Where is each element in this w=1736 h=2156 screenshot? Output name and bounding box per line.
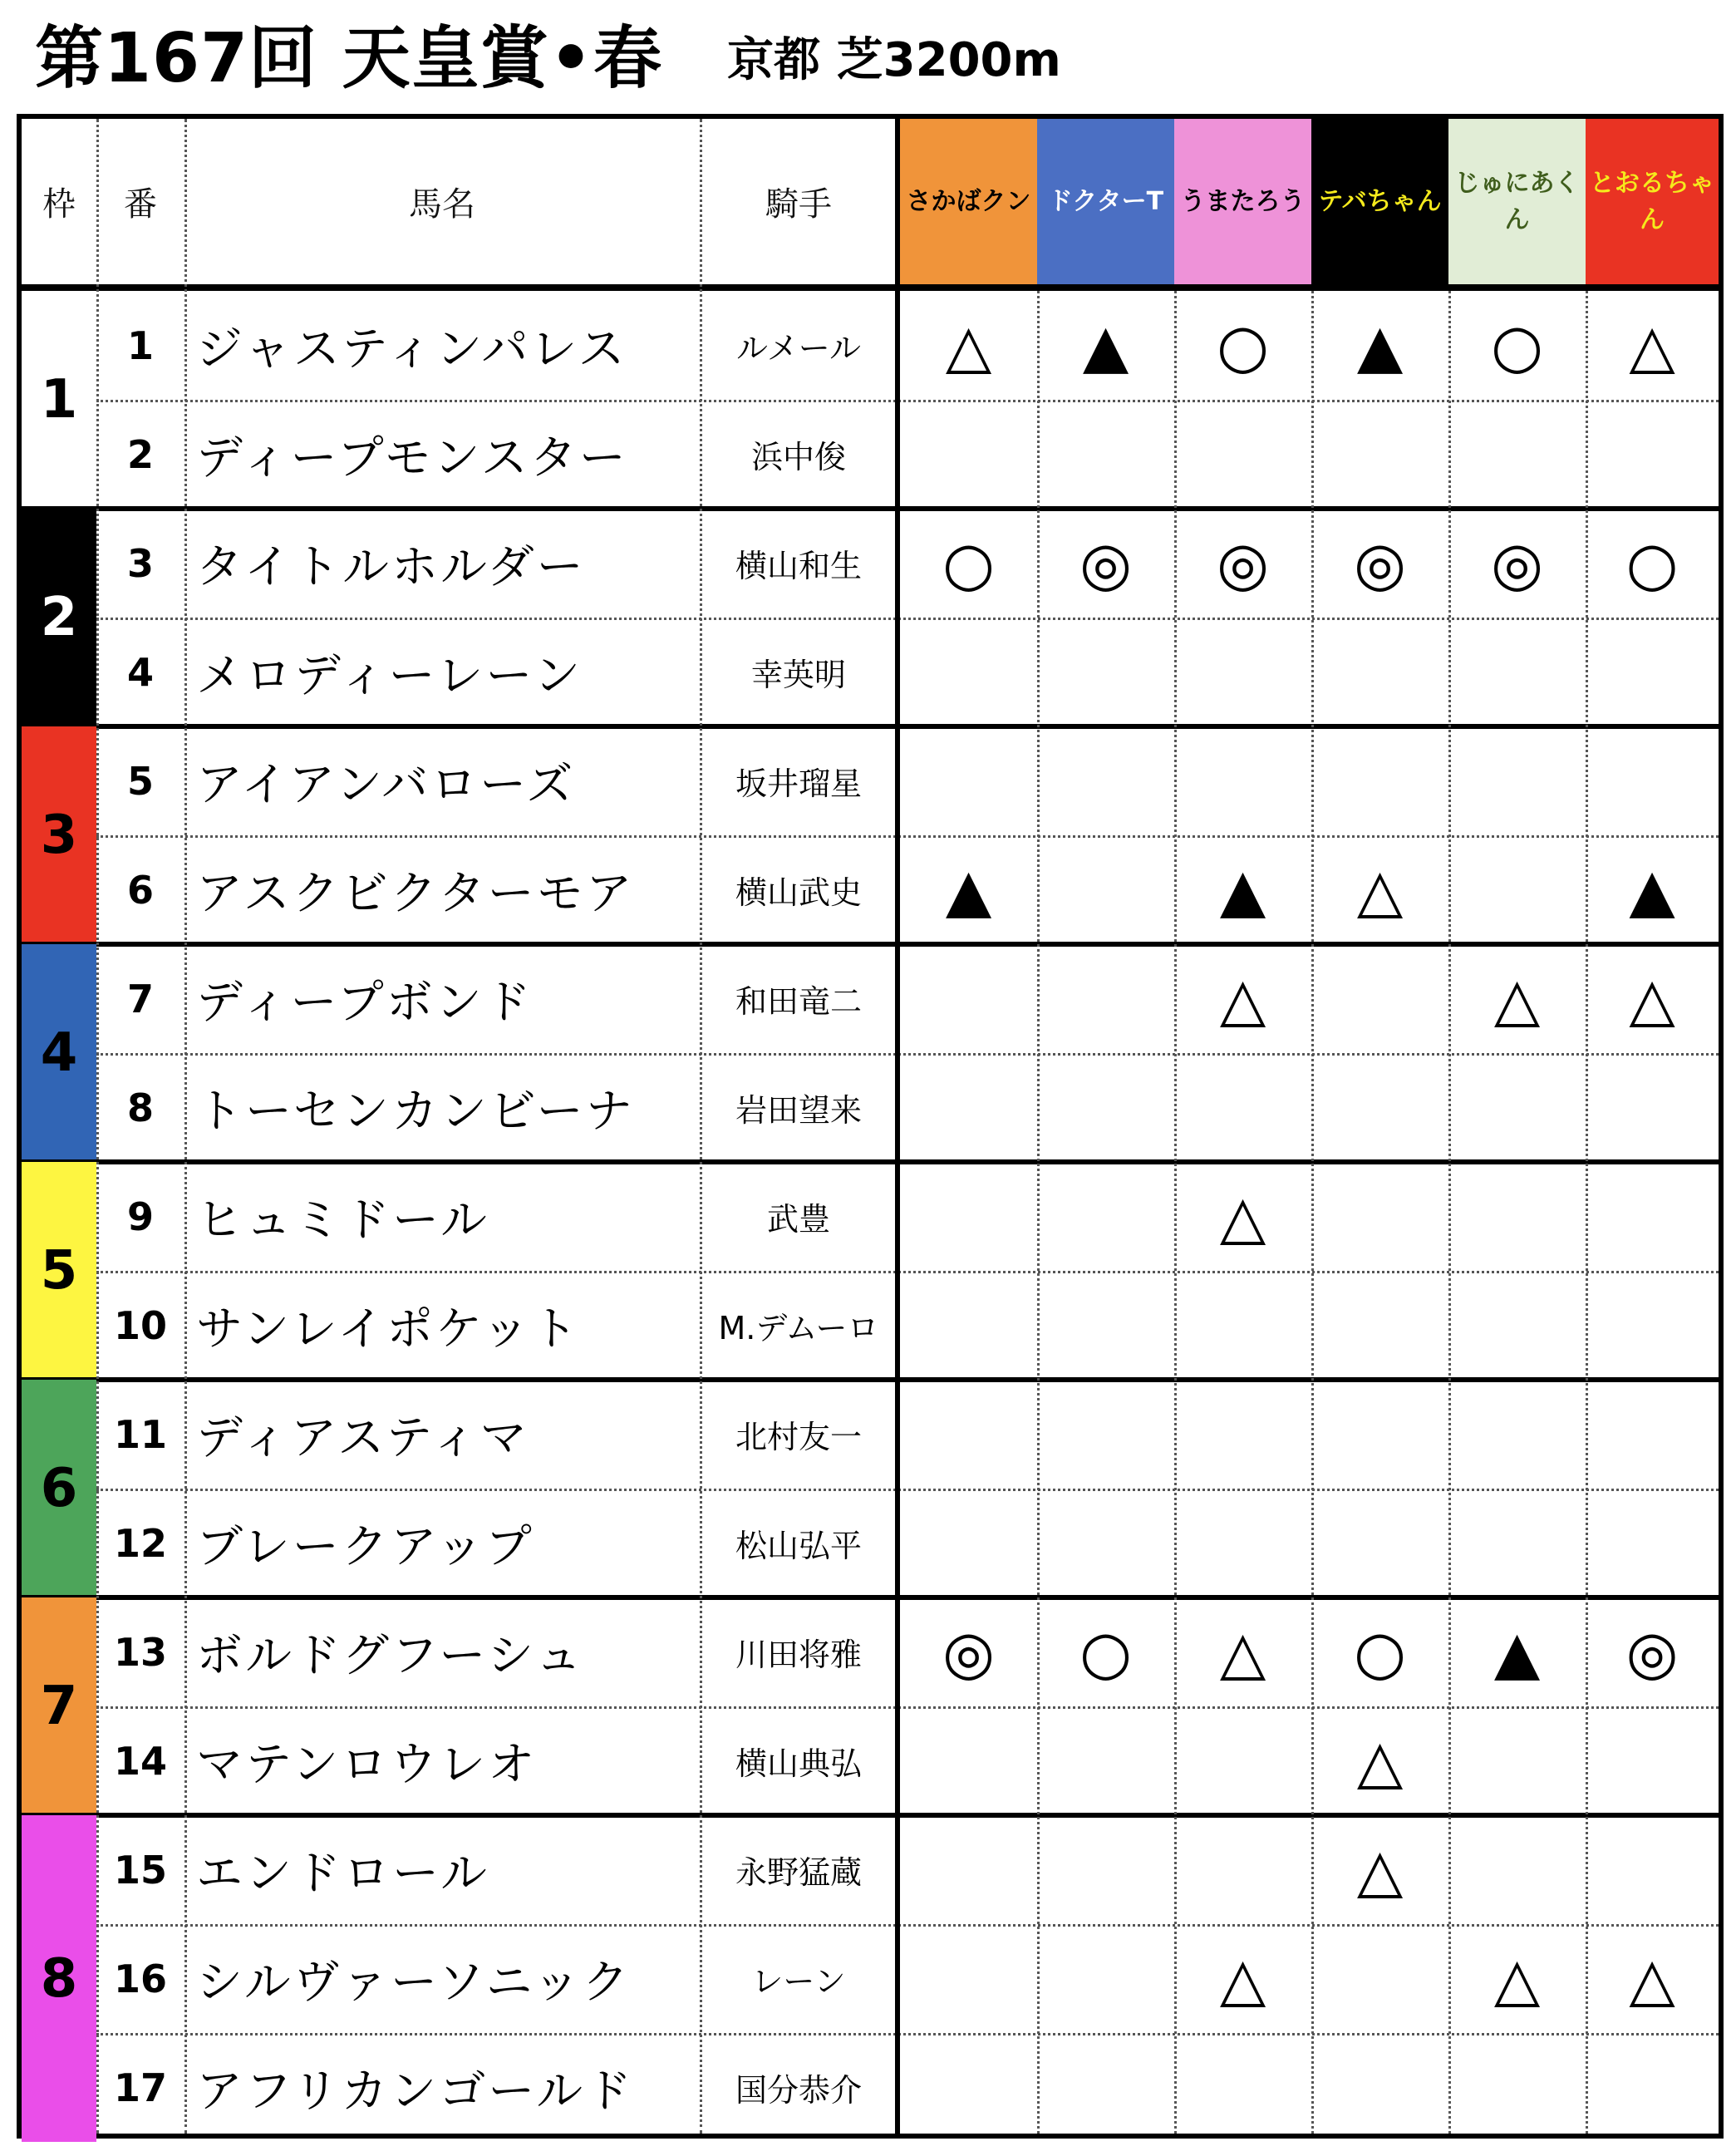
prediction-mark	[1037, 1489, 1174, 1597]
jockey-name: M.デムーロ	[718, 1310, 879, 1346]
horse-name: エンドロール	[196, 1846, 489, 1901]
predictor-header: じゅにあくん	[1448, 119, 1586, 284]
prediction-mark	[900, 1706, 1037, 1815]
horse-number: 9	[126, 1194, 154, 1239]
prediction-mark: ◎	[1354, 528, 1406, 598]
prediction-mark	[1037, 1815, 1174, 1924]
horse-number: 6	[126, 867, 154, 913]
horse-number: 15	[113, 1847, 167, 1893]
jockey-name: 岩田望来	[735, 1092, 862, 1129]
prediction-mark	[1311, 726, 1448, 835]
prediction-mark: △	[1629, 1943, 1675, 2014]
horse-name: ディアスティマ	[196, 1410, 529, 1465]
horse-number: 4	[126, 649, 154, 695]
prediction-mark	[1586, 618, 1719, 726]
prediction-mark: ◎	[1079, 528, 1132, 598]
horse-name: ブレークアップ	[196, 1519, 534, 1574]
prediction-mark	[1311, 1924, 1448, 2033]
prediction-mark	[1448, 400, 1586, 509]
column-divider	[96, 119, 99, 2134]
jockey-name: 横山和生	[735, 548, 862, 584]
horse-header: 馬名	[409, 185, 475, 224]
prediction-mark	[1586, 726, 1719, 835]
horse-name: ボルドグフーシュ	[196, 1628, 584, 1683]
prediction-mark: ◎	[942, 1617, 995, 1687]
waku-number: 7	[22, 1597, 96, 1815]
predictor-divider	[1174, 291, 1177, 2134]
prediction-mark	[1448, 1815, 1586, 1924]
race-course: 京都 芝3200m	[727, 33, 1061, 87]
horse-number: 11	[113, 1411, 167, 1457]
prediction-mark: ◎	[1491, 528, 1543, 598]
horse-name: アスクビクターモア	[196, 866, 635, 921]
prediction-mark: △	[1356, 1725, 1404, 1796]
prediction-mark	[1448, 1706, 1586, 1815]
horse-number: 13	[113, 1629, 167, 1675]
ban-header: 番	[124, 185, 157, 224]
prediction-mark	[1311, 944, 1448, 1053]
prediction-mark: △	[1219, 1617, 1266, 1687]
prediction-mark	[1311, 618, 1448, 726]
prediction-mark	[1448, 1489, 1586, 1597]
horse-name: ヒュミドール	[196, 1193, 489, 1248]
horse-name: マテンロウレオ	[196, 1737, 538, 1792]
page-title	[35, 7, 1061, 98]
horse-name: アイアンバローズ	[196, 757, 576, 812]
jockey-name: 和田竜二	[735, 983, 862, 1020]
prediction-mark	[1037, 400, 1174, 509]
jockey-name: 国分恭介	[735, 2072, 862, 2109]
jockey-name: レーン	[751, 1963, 846, 2000]
prediction-mark	[1586, 1271, 1719, 1380]
horse-name: ディープボンド	[196, 975, 534, 1030]
prediction-mark: ○	[1354, 1617, 1406, 1687]
waku-number: 6	[22, 1380, 96, 1597]
waku-number: 4	[22, 944, 96, 1162]
prediction-mark	[1311, 1380, 1448, 1489]
jockey-name: 幸英明	[750, 657, 846, 693]
prediction-mark	[900, 1489, 1037, 1597]
prediction-mark	[1586, 1162, 1719, 1271]
prediction-mark: ◎	[1625, 1617, 1679, 1687]
prediction-mark: △	[1219, 1181, 1266, 1252]
horse-name: タイトルホルダー	[196, 539, 586, 594]
horse-number: 2	[126, 431, 154, 477]
waku-number: 2	[22, 509, 96, 726]
prediction-mark	[1586, 1815, 1719, 1924]
horse-number: 1	[126, 322, 154, 368]
predictor-divider	[1037, 291, 1040, 2134]
prediction-mark	[1586, 1706, 1719, 1815]
prediction-mark	[1037, 2033, 1174, 2142]
prediction-mark	[1037, 1162, 1174, 1271]
prediction-mark	[900, 1162, 1037, 1271]
prediction-mark	[1311, 1271, 1448, 1380]
prediction-mark	[900, 1271, 1037, 1380]
predictor-header: とおるちゃん	[1586, 119, 1719, 284]
jockey-name: 北村友一	[735, 1419, 862, 1455]
prediction-mark: △	[1629, 310, 1675, 381]
jockey-name: 横山武史	[735, 874, 862, 911]
prediction-mark: ▲	[1629, 854, 1675, 925]
prediction-mark: ▲	[1356, 310, 1404, 381]
waku-header: 枠	[42, 185, 76, 224]
race-title: 第167回 天皇賞•春	[35, 18, 663, 98]
prediction-mark: ○	[1217, 310, 1269, 381]
prediction-mark	[1037, 1053, 1174, 1162]
prediction-mark: △	[1219, 1943, 1266, 2014]
jockey-name: 松山弘平	[735, 1528, 862, 1564]
prediction-mark	[1311, 400, 1448, 509]
prediction-mark	[1174, 1271, 1311, 1380]
prediction-mark	[900, 944, 1037, 1053]
horse-number: 16	[113, 1956, 167, 2001]
prediction-mark	[1174, 1053, 1311, 1162]
prediction-mark	[1037, 1380, 1174, 1489]
prediction-mark	[1037, 835, 1174, 944]
horse-number: 7	[126, 976, 154, 1021]
prediction-mark	[1586, 1380, 1719, 1489]
prediction-mark	[1448, 1162, 1586, 1271]
prediction-mark	[1586, 400, 1719, 509]
predictor-header: うまたろう	[1174, 119, 1311, 284]
jockey-name: 永野猛蔵	[735, 1854, 862, 1891]
prediction-mark	[900, 1380, 1037, 1489]
prediction-mark: ▲	[1219, 854, 1266, 925]
horse-number: 3	[126, 540, 154, 586]
prediction-mark	[1311, 2033, 1448, 2142]
horse-name: メロディーレーン	[196, 648, 583, 703]
horse-name: トーセンカンビーナ	[196, 1084, 635, 1139]
prediction-mark	[1448, 1271, 1586, 1380]
jockey-name: ルメール	[735, 330, 862, 367]
prediction-mark	[1037, 1706, 1174, 1815]
horse-number: 12	[113, 1520, 167, 1566]
prediction-mark: ▲	[1493, 1617, 1541, 1687]
prediction-mark	[1448, 835, 1586, 944]
prediction-mark: ○	[1625, 528, 1679, 598]
prediction-mark	[1311, 1053, 1448, 1162]
predictor-divider	[1311, 291, 1314, 2134]
jockey-name: 坂井瑠星	[735, 765, 862, 802]
prediction-mark: ▲	[945, 854, 992, 925]
horse-name: サンレイポケット	[196, 1302, 581, 1356]
horse-number: 14	[113, 1738, 167, 1784]
prediction-mark	[1174, 1815, 1311, 1924]
prediction-mark	[1174, 1380, 1311, 1489]
prediction-mark	[1174, 400, 1311, 509]
jockey-name: 武豊	[766, 1201, 830, 1238]
prediction-mark: △	[1629, 963, 1675, 1034]
prediction-mark	[900, 1053, 1037, 1162]
prediction-mark: △	[1219, 963, 1266, 1034]
prediction-mark	[1174, 2033, 1311, 2142]
prediction-mark	[1037, 618, 1174, 726]
prediction-mark: △	[1493, 963, 1541, 1034]
prediction-mark	[1448, 726, 1586, 835]
predictor-divider	[1448, 291, 1451, 2134]
predictor-header: ドクターT	[1037, 119, 1174, 284]
prediction-mark	[900, 1815, 1037, 1924]
prediction-mark	[1448, 2033, 1586, 2142]
waku-number: 5	[22, 1162, 96, 1380]
horse-number: 5	[126, 758, 154, 804]
prediction-mark	[1174, 1489, 1311, 1597]
prediction-mark	[900, 400, 1037, 509]
prediction-mark	[1037, 1924, 1174, 2033]
waku-number: 1	[22, 291, 96, 509]
predictor-divider	[1586, 291, 1588, 2134]
horse-number: 10	[113, 1302, 167, 1348]
prediction-mark	[900, 1924, 1037, 2033]
waku-number: 3	[22, 726, 96, 944]
horse-name: ディープモンスター	[196, 431, 628, 485]
prediction-mark	[900, 618, 1037, 726]
horse-name: アフリカンゴールド	[196, 2064, 635, 2119]
predictor-header: テバちゃん	[1311, 119, 1448, 284]
horse-name: シルヴァーソニック	[196, 1955, 632, 2010]
prediction-mark	[1174, 726, 1311, 835]
horse-number: 17	[113, 2065, 167, 2110]
prediction-mark	[900, 2033, 1037, 2142]
column-divider	[184, 119, 187, 2134]
prediction-mark: △	[1356, 1834, 1404, 1905]
prediction-mark: ▲	[1082, 310, 1129, 381]
prediction-mark	[1311, 1489, 1448, 1597]
prediction-mark: ◎	[1217, 528, 1269, 598]
prediction-mark: △	[1356, 854, 1404, 925]
prediction-mark: ○	[1079, 1617, 1132, 1687]
jockey-name: 川田将雅	[735, 1637, 862, 1673]
prediction-mark	[900, 726, 1037, 835]
prediction-mark	[1311, 1162, 1448, 1271]
horse-name: ジャスティンパレス	[196, 322, 627, 377]
prediction-mark	[1037, 944, 1174, 1053]
prediction-mark	[1586, 1489, 1719, 1597]
prediction-mark	[1448, 1380, 1586, 1489]
prediction-mark	[1037, 1271, 1174, 1380]
column-divider	[700, 119, 702, 2134]
prediction-mark: △	[1493, 1943, 1541, 2014]
prediction-mark	[1174, 618, 1311, 726]
prediction-mark: ○	[942, 528, 995, 598]
jockey-name: 横山典弘	[735, 1745, 862, 1782]
prediction-mark	[1174, 1706, 1311, 1815]
jockey-name: 浜中俊	[750, 439, 846, 475]
prediction-mark: △	[945, 310, 992, 381]
waku-number: 8	[22, 1815, 96, 2142]
prediction-mark	[1586, 1053, 1719, 1162]
jockey-header: 騎手	[765, 185, 832, 224]
prediction-mark	[1448, 618, 1586, 726]
prediction-mark	[1586, 2033, 1719, 2142]
prediction-mark	[1037, 726, 1174, 835]
predictor-header: さかばクン	[900, 119, 1037, 284]
horse-number: 8	[126, 1085, 154, 1130]
column-divider-solid	[895, 119, 900, 2134]
prediction-mark: ○	[1491, 310, 1543, 381]
prediction-mark	[1448, 1053, 1586, 1162]
